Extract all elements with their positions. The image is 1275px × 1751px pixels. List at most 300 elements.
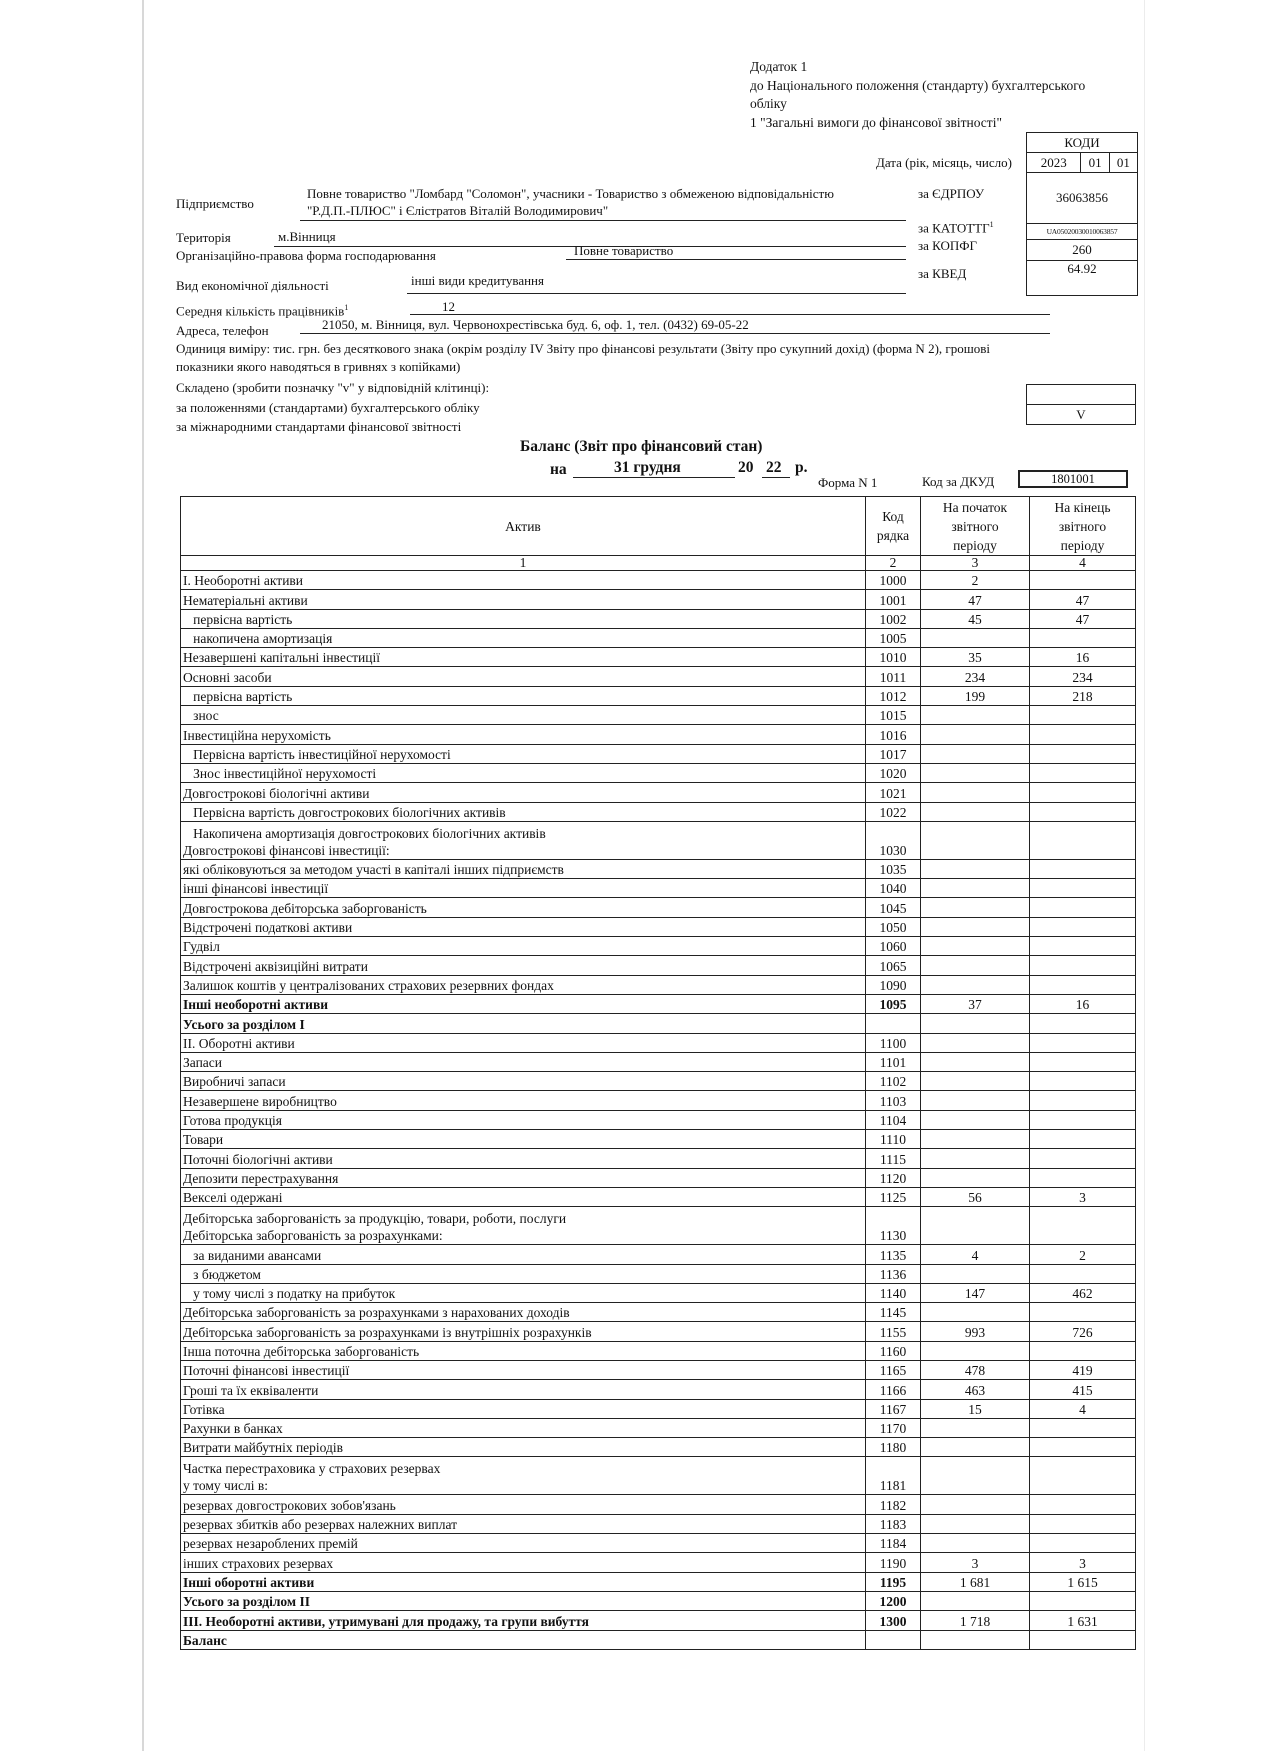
row-code: 1010: [866, 648, 921, 667]
row-end-value: [1030, 1591, 1136, 1610]
col-number-3: 3: [921, 556, 1030, 571]
row-code: [866, 1630, 921, 1649]
table-row: [181, 1360, 1136, 1379]
katottg-footnote: 1: [989, 220, 994, 229]
appendix-line-3: 1 "Загальні вимоги до фінансової звітності": [750, 114, 1002, 130]
row-end-value: [1030, 956, 1136, 975]
row-code: 1016: [866, 725, 921, 744]
row-end-value: [1030, 1534, 1136, 1553]
enterprise-underline: [300, 220, 906, 221]
row-end-value: [1030, 706, 1136, 725]
employees-footnote: 1: [344, 303, 349, 312]
row-name: III. Необоротні активи, утримувані для продажу, та групи вибуття: [181, 1611, 866, 1630]
check-national[interactable]: [1027, 385, 1136, 405]
row-code: 1160: [866, 1341, 921, 1360]
table-row: [181, 1110, 1136, 1129]
row-begin-value: 15: [921, 1399, 1030, 1418]
table-row: [181, 1033, 1136, 1052]
row-name: первісна вартість: [181, 686, 866, 705]
row-code: 1045: [866, 898, 921, 917]
row-code: 1120: [866, 1168, 921, 1187]
row-end-value: 234: [1030, 667, 1136, 686]
codes-table: [1026, 132, 1138, 296]
row-name: [181, 1207, 866, 1245]
table-row: [181, 975, 1136, 994]
row-begin-value: [921, 1457, 1030, 1495]
prepared-label: Складено (зробити позначку "v" у відповідній клітинці):: [176, 380, 490, 395]
row-name-line-2: у тому числі в:: [183, 1478, 269, 1494]
table-row: [181, 1572, 1136, 1591]
row-code: 1180: [866, 1438, 921, 1457]
row-name: Рахунки в банках: [181, 1418, 866, 1437]
row-code: 1110: [866, 1130, 921, 1149]
row-begin-value: [921, 1033, 1030, 1052]
row-name: Готівка: [181, 1399, 866, 1418]
row-name: Відстрочені податкові активи: [181, 917, 866, 936]
row-begin-value: [921, 783, 1030, 802]
row-end-value: 47: [1030, 590, 1136, 609]
row-name: Дебіторська заборгованість за розрахунками із внутрішніх розрахунків: [181, 1322, 866, 1341]
row-code: 1101: [866, 1052, 921, 1071]
row-code: 1021: [866, 783, 921, 802]
table-row: [181, 956, 1136, 975]
row-begin-value: 147: [921, 1283, 1030, 1302]
table-row: [181, 1591, 1136, 1610]
row-end-value: [1030, 1341, 1136, 1360]
row-end-value: [1030, 937, 1136, 956]
row-begin-value: [921, 956, 1030, 975]
row-end-value: [1030, 917, 1136, 936]
row-end-value: [1030, 1303, 1136, 1322]
row-code: 1005: [866, 628, 921, 647]
table-row: [181, 763, 1136, 782]
table-row: [181, 1283, 1136, 1302]
row-name: Основні засоби: [181, 667, 866, 686]
row-begin-value: [921, 1591, 1030, 1610]
row-name: Запаси: [181, 1052, 866, 1071]
table-row: [181, 1014, 1136, 1033]
row-name: Первісна вартість довгострокових біологічних активів: [181, 802, 866, 821]
table-row: [181, 1534, 1136, 1553]
table-row: [181, 1514, 1136, 1533]
legal-form-underline: [566, 259, 906, 260]
table-row: [181, 1264, 1136, 1283]
row-end-value: 16: [1030, 648, 1136, 667]
row-code: 1115: [866, 1149, 921, 1168]
employees-underline: [410, 314, 1050, 315]
title-year-suffix: 22: [766, 459, 782, 476]
row-begin-value: [921, 1303, 1030, 1322]
row-begin-value: 45: [921, 609, 1030, 628]
table-row: [181, 1130, 1136, 1149]
row-begin-value: [921, 859, 1030, 878]
row-code: 1167: [866, 1399, 921, 1418]
kopfg-label: за КОПФГ: [918, 238, 978, 253]
row-name: Інвестиційна нерухомість: [181, 725, 866, 744]
prepared-checkboxes: [1026, 384, 1136, 425]
row-begin-value: [921, 802, 1030, 821]
row-begin-value: 1 681: [921, 1572, 1030, 1591]
row-code: 1165: [866, 1360, 921, 1379]
row-code: 1100: [866, 1033, 921, 1052]
row-end-value: 2: [1030, 1245, 1136, 1264]
row-name: [181, 821, 866, 859]
row-name: Інша поточна дебіторська заборгованість: [181, 1341, 866, 1360]
row-begin-value: [921, 763, 1030, 782]
appendix-note: [750, 58, 1130, 132]
table-row: [181, 725, 1136, 744]
header-begin: [921, 497, 1030, 556]
row-begin-value: 1 718: [921, 1611, 1030, 1630]
row-end-value: [1030, 1630, 1136, 1649]
row-code: 1040: [866, 879, 921, 898]
table-row: [181, 783, 1136, 802]
check-international[interactable]: V: [1027, 405, 1136, 425]
kved-value: 64.92: [1027, 261, 1138, 296]
row-begin-value: 3: [921, 1553, 1030, 1572]
row-begin-value: [921, 821, 1030, 859]
table-row: [181, 1187, 1136, 1206]
table-row: [181, 744, 1136, 763]
title-year-end: р.: [795, 459, 808, 476]
row-end-value: [1030, 859, 1136, 878]
row-begin-value: [921, 744, 1030, 763]
katottg-value: UA05020030010063857: [1027, 224, 1138, 240]
prepared-national-label: за положеннями (стандартами) бухгалтерського обліку: [176, 400, 480, 415]
row-name: Депозити перестрахування: [181, 1168, 866, 1187]
row-begin-value: 199: [921, 686, 1030, 705]
table-row: [181, 1457, 1136, 1495]
table-row: [181, 1149, 1136, 1168]
row-name: Дебіторська заборгованість за розрахунками з нарахованих доходів: [181, 1303, 866, 1322]
prepared-international-label: за міжнародними стандартами фінансової звітності: [176, 419, 462, 434]
row-begin-value: [921, 706, 1030, 725]
header-begin-text: На початок звітного періоду: [942, 499, 1008, 553]
table-row: [181, 1611, 1136, 1630]
row-begin-value: [921, 1110, 1030, 1129]
table-row: [181, 859, 1136, 878]
row-end-value: [1030, 628, 1136, 647]
row-end-value: 726: [1030, 1322, 1136, 1341]
row-name-line-1: Накопичена амортизація довгострокових біологічних активів: [183, 825, 546, 841]
edrpou-value: 36063856: [1027, 173, 1138, 224]
row-code: 1050: [866, 917, 921, 936]
row-end-value: [1030, 1149, 1136, 1168]
row-code: 1166: [866, 1380, 921, 1399]
row-end-value: [1030, 1264, 1136, 1283]
col-number-1: 1: [181, 556, 866, 571]
table-row: [181, 917, 1136, 936]
territory-value: м.Вінниця: [278, 229, 336, 244]
table-row: [181, 1207, 1136, 1245]
row-end-value: [1030, 1110, 1136, 1129]
row-end-value: [1030, 879, 1136, 898]
row-begin-value: [921, 1168, 1030, 1187]
row-name: інших страхових резервах: [181, 1553, 866, 1572]
row-end-value: 419: [1030, 1360, 1136, 1379]
row-code: [866, 1014, 921, 1033]
row-end-value: [1030, 1072, 1136, 1091]
katottg-label: [918, 220, 994, 236]
kved-label: за КВЕД: [918, 266, 967, 281]
row-name-line-1: Частка перестраховика у страхових резервах: [183, 1461, 441, 1477]
address-label: Адреса, телефон: [176, 323, 269, 338]
row-name: Відстрочені аквізиційні витрати: [181, 956, 866, 975]
row-code: 1183: [866, 1514, 921, 1533]
row-code: 1095: [866, 994, 921, 1013]
row-name-line-2: Дебіторська заборгованість за розрахунками:: [183, 1228, 443, 1244]
row-name: Залишок коштів у централізованих страхових резервних фондах: [181, 975, 866, 994]
row-code: 1104: [866, 1110, 921, 1129]
row-end-value: 47: [1030, 609, 1136, 628]
dkud-value: 1801001: [1018, 470, 1128, 488]
row-begin-value: [921, 1052, 1030, 1071]
activity-label: Вид економічної діяльності: [176, 278, 329, 293]
katottg-label-text: за КАТОТТГ: [918, 220, 990, 236]
unit-line-1: Одиниця виміру: тис. грн. без десяткового знака (окрім розділу IV Звіту про фінансові результати (Звіту про сукупний дохід) (форма N 2), грошові: [176, 341, 990, 356]
row-code: 1030: [866, 821, 921, 859]
row-name: Усього за розділом II: [181, 1591, 866, 1610]
row-name: [181, 1457, 866, 1495]
row-name: Поточні фінансові інвестиції: [181, 1360, 866, 1379]
row-begin-value: [921, 1630, 1030, 1649]
table-row: [181, 1341, 1136, 1360]
row-code: 1012: [866, 686, 921, 705]
row-end-value: [1030, 1033, 1136, 1052]
enterprise-name-line-1: Повне товариство "Ломбард "Соломон", учасники - Товариство з обмеженою відповідальністю: [307, 186, 834, 201]
row-name: Гроші та їх еквіваленти: [181, 1380, 866, 1399]
table-row: [181, 1303, 1136, 1322]
table-row: [181, 706, 1136, 725]
row-end-value: [1030, 1457, 1136, 1495]
row-code: 1065: [866, 956, 921, 975]
header-code: [866, 497, 921, 556]
row-name: накопичена амортизація: [181, 628, 866, 647]
row-end-value: 462: [1030, 1283, 1136, 1302]
row-end-value: [1030, 1014, 1136, 1033]
row-end-value: [1030, 1438, 1136, 1457]
row-end-value: [1030, 1495, 1136, 1514]
table-row: [181, 1399, 1136, 1418]
row-name: Витрати майбутніх періодів: [181, 1438, 866, 1457]
row-name: Готова продукція: [181, 1110, 866, 1129]
row-code: 1103: [866, 1091, 921, 1110]
row-end-value: [1030, 725, 1136, 744]
table-row: [181, 1380, 1136, 1399]
row-end-value: [1030, 571, 1136, 590]
row-begin-value: 463: [921, 1380, 1030, 1399]
employees-label-text: Середня кількість працівників: [176, 303, 345, 319]
row-begin-value: 35: [921, 648, 1030, 667]
enterprise-name-line-2: "Р.Д.П.-ПЛЮС" і Єлістратов Віталій Володимирович": [307, 203, 609, 218]
row-code: 1102: [866, 1072, 921, 1091]
row-begin-value: 478: [921, 1360, 1030, 1379]
row-end-value: 1 615: [1030, 1572, 1136, 1591]
table-row: [181, 821, 1136, 859]
row-code: 1000: [866, 571, 921, 590]
row-name: Виробничі запаси: [181, 1072, 866, 1091]
row-name: знос: [181, 706, 866, 725]
appendix-line-1: Додаток 1: [750, 59, 808, 74]
appendix-line-2: до Національного положення (стандарту) бухгалтерського обліку: [750, 77, 1086, 111]
table-row: [181, 937, 1136, 956]
row-end-value: [1030, 1168, 1136, 1187]
row-code: 1136: [866, 1264, 921, 1283]
table-row: [181, 898, 1136, 917]
table-row: [181, 571, 1136, 590]
row-begin-value: [921, 1514, 1030, 1533]
row-name: Інші оборотні активи: [181, 1572, 866, 1591]
enterprise-label: Підприємство: [176, 196, 254, 211]
unit-line-2: показники якого наводяться в гривнях з копійками): [176, 359, 461, 374]
col-number-4: 4: [1030, 556, 1136, 571]
row-code: 1195: [866, 1572, 921, 1591]
row-name: Знос інвестиційної нерухомості: [181, 763, 866, 782]
table-row: [181, 667, 1136, 686]
address-value: 21050, м. Вінниця, вул. Червонохрестівська буд. 6, оф. 1, тел. (0432) 69-05-22: [322, 317, 749, 332]
row-begin-value: 993: [921, 1322, 1030, 1341]
table-row: [181, 1052, 1136, 1071]
activity-value: інші види кредитування: [411, 273, 544, 288]
row-name: Баланс: [181, 1630, 866, 1649]
row-end-value: [1030, 1514, 1136, 1533]
balance-title: Баланс (Звіт про фінансовий стан): [520, 438, 763, 455]
row-name: Незавершене виробництво: [181, 1091, 866, 1110]
territory-label: Територія: [176, 230, 231, 245]
row-begin-value: [921, 1341, 1030, 1360]
row-name-line-2: Довгострокові фінансові інвестиції:: [183, 842, 390, 858]
row-name: резервах довгострокових зобов'язань: [181, 1495, 866, 1514]
row-end-value: 1 631: [1030, 1611, 1136, 1630]
table-row: [181, 1245, 1136, 1264]
row-code: 1200: [866, 1591, 921, 1610]
row-end-value: [1030, 1207, 1136, 1245]
activity-underline: [407, 293, 906, 294]
title-on-label: на: [550, 461, 567, 478]
table-row: [181, 686, 1136, 705]
row-name: які обліковуються за методом участі в капіталі інших підприємств: [181, 859, 866, 878]
row-end-value: 415: [1030, 1380, 1136, 1399]
row-end-value: [1030, 783, 1136, 802]
table-row: [181, 1322, 1136, 1341]
edrpou-label: за ЄДРПОУ: [918, 186, 985, 201]
row-end-value: 3: [1030, 1553, 1136, 1572]
row-code: 1155: [866, 1322, 921, 1341]
table-row: [181, 648, 1136, 667]
row-begin-value: [921, 1264, 1030, 1283]
balance-table: [180, 496, 1136, 1650]
row-begin-value: [921, 917, 1030, 936]
row-begin-value: 234: [921, 667, 1030, 686]
row-code: 1022: [866, 802, 921, 821]
row-name: Товари: [181, 1130, 866, 1149]
row-begin-value: [921, 1534, 1030, 1553]
row-code: 1181: [866, 1457, 921, 1495]
row-code: 1060: [866, 937, 921, 956]
row-end-value: [1030, 975, 1136, 994]
row-begin-value: [921, 1014, 1030, 1033]
row-end-value: [1030, 898, 1136, 917]
row-name: первісна вартість: [181, 609, 866, 628]
table-row: [181, 1553, 1136, 1572]
header-code-text: Код рядка: [876, 509, 910, 543]
table-row: [181, 590, 1136, 609]
row-code: 1125: [866, 1187, 921, 1206]
row-name: Первісна вартість інвестиційної нерухомості: [181, 744, 866, 763]
row-code: 1002: [866, 609, 921, 628]
table-row: [181, 1495, 1136, 1514]
row-begin-value: [921, 879, 1030, 898]
row-code: 1182: [866, 1495, 921, 1514]
header-end-text: На кінець звітного періоду: [1054, 499, 1111, 553]
row-code: 1190: [866, 1553, 921, 1572]
form-number: Форма N 1: [818, 475, 878, 490]
row-end-value: 218: [1030, 686, 1136, 705]
table-row: [181, 609, 1136, 628]
scan-edge-right: [1144, 0, 1145, 1751]
row-name: інші фінансові інвестиції: [181, 879, 866, 898]
title-year-prefix: 20: [738, 459, 754, 476]
row-begin-value: 56: [921, 1187, 1030, 1206]
row-end-value: [1030, 1091, 1136, 1110]
row-begin-value: [921, 1091, 1030, 1110]
row-code: 1020: [866, 763, 921, 782]
row-code: 1170: [866, 1418, 921, 1437]
row-end-value: 16: [1030, 994, 1136, 1013]
scan-edge: [142, 0, 144, 1751]
row-begin-value: [921, 1149, 1030, 1168]
row-end-value: [1030, 763, 1136, 782]
legal-form-value: Повне товариство: [574, 243, 674, 258]
row-end-value: [1030, 1052, 1136, 1071]
row-name: Довгострокові біологічні активи: [181, 783, 866, 802]
row-end-value: 3: [1030, 1187, 1136, 1206]
row-begin-value: [921, 628, 1030, 647]
row-end-value: 4: [1030, 1399, 1136, 1418]
header-asset: Актив: [181, 497, 866, 556]
row-end-value: [1030, 821, 1136, 859]
row-begin-value: [921, 1438, 1030, 1457]
row-code: 1184: [866, 1534, 921, 1553]
row-begin-value: [921, 898, 1030, 917]
row-begin-value: [921, 725, 1030, 744]
row-code: 1145: [866, 1303, 921, 1322]
row-code: 1001: [866, 590, 921, 609]
row-name: II. Оборотні активи: [181, 1033, 866, 1052]
title-date: 31 грудня: [614, 459, 681, 476]
table-row: [181, 1418, 1136, 1437]
row-code: 1300: [866, 1611, 921, 1630]
row-name: з бюджетом: [181, 1264, 866, 1283]
row-begin-value: 2: [921, 571, 1030, 590]
row-begin-value: [921, 1072, 1030, 1091]
row-begin-value: [921, 1207, 1030, 1245]
table-row: [181, 1168, 1136, 1187]
title-date-underline: [573, 477, 735, 478]
table-row: [181, 1091, 1136, 1110]
row-begin-value: [921, 975, 1030, 994]
table-row: [181, 994, 1136, 1013]
row-name: Поточні біологічні активи: [181, 1149, 866, 1168]
table-row: [181, 628, 1136, 647]
table-row: [181, 802, 1136, 821]
table-row: [181, 1438, 1136, 1457]
row-name: Незавершені капітальні інвестиції: [181, 648, 866, 667]
row-begin-value: 37: [921, 994, 1030, 1013]
row-end-value: [1030, 744, 1136, 763]
row-end-value: [1030, 1130, 1136, 1149]
date-day: 01: [1109, 153, 1137, 173]
